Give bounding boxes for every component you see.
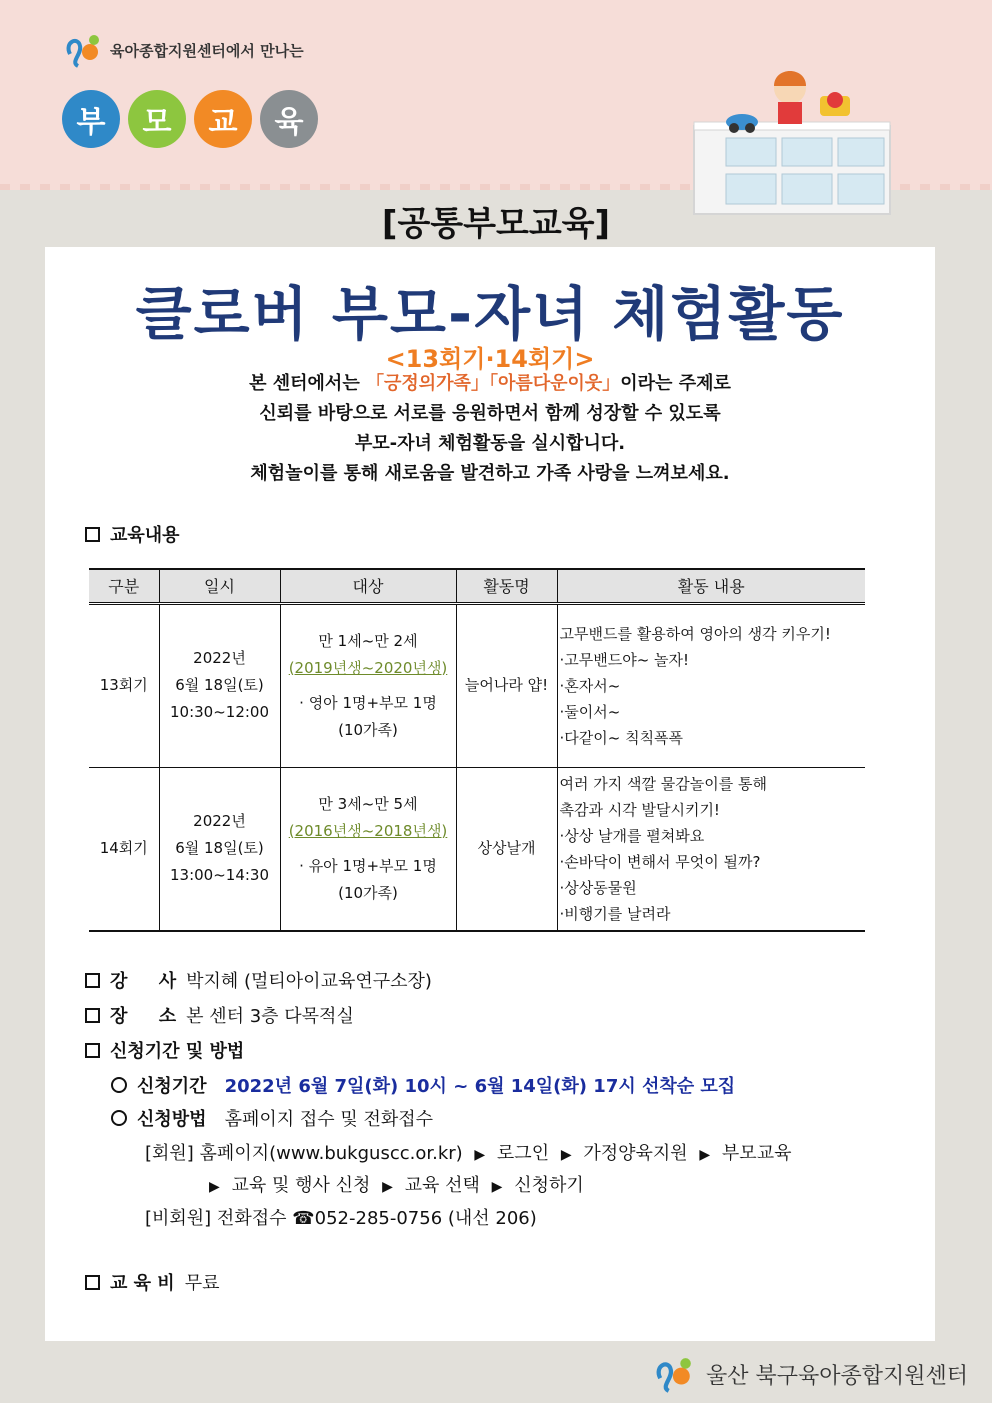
nonmember-prefix: [비회원] 전화접수 xyxy=(145,1208,287,1229)
method-value: 홈페이지 접수 및 전화접수 xyxy=(224,1109,433,1130)
period-value: 2022년 6월 7일(화) 10시 ~ 6월 14일(화) 17시 선착순 모집 xyxy=(224,1076,736,1097)
section-education-content xyxy=(85,521,180,547)
step-label: 로그인 xyxy=(496,1143,550,1164)
circle-bullet-icon xyxy=(111,1077,127,1093)
intro-line: 부모-자녀 체험활동을 실시합니다. xyxy=(354,433,626,454)
brand-tagline: 육아종합지원센터에서 만나는 xyxy=(110,41,304,60)
content-line: ·다같이~ 칙칙폭폭 xyxy=(559,728,684,747)
page-subtitle: <13회기·14회기> xyxy=(385,345,595,373)
target-families: (10가족) xyxy=(338,720,398,739)
step-label: 신청하기 xyxy=(514,1175,584,1196)
target-people: · 영아 1명+부모 1명 xyxy=(299,693,437,712)
content-cell xyxy=(557,767,865,931)
step-label: 교육 선택 xyxy=(404,1175,480,1196)
place-value: 본 센터 3층 다목적실 xyxy=(186,1006,354,1027)
apply-row xyxy=(85,1037,244,1063)
date-time: 10:30~12:00 xyxy=(169,703,270,721)
target-range: (2016년생~2018년생) xyxy=(288,821,448,840)
date-cell xyxy=(159,767,280,931)
arrow-right-icon: ▶ xyxy=(491,1179,503,1195)
method-row xyxy=(111,1105,433,1131)
fee-value: 무료 xyxy=(184,1273,220,1294)
title-circles xyxy=(62,90,318,148)
period-row xyxy=(111,1072,735,1098)
intro-line: 신뢰를 바탕으로 서로를 응원하면서 함께 성장할 수 있도록 xyxy=(259,403,721,424)
intro-line xyxy=(45,369,935,399)
member-steps-line2 xyxy=(203,1171,584,1197)
step-label: 교육 및 행사 신청 xyxy=(231,1175,371,1196)
checkbox-square-icon xyxy=(85,1008,100,1023)
nonmember-line xyxy=(145,1204,537,1230)
footer-org xyxy=(652,1355,968,1393)
brand-row xyxy=(64,32,304,68)
content-line: 고무밴드를 활용하여 영아의 생각 키우기! xyxy=(559,624,831,643)
period-label: 신청기간 xyxy=(137,1076,207,1097)
date-day: 6월 18일(토) xyxy=(175,839,264,858)
column-header: 대상 xyxy=(280,569,456,603)
logo-icon xyxy=(652,1355,698,1393)
content-line: ·혼자서~ xyxy=(559,676,621,695)
checkbox-square-icon xyxy=(85,1043,100,1058)
instructor-row xyxy=(85,967,432,993)
apply-label: 신청기간 및 방법 xyxy=(110,1041,245,1062)
session-cell: 13회기 xyxy=(89,603,159,767)
fee-label: 교 육 비 xyxy=(110,1273,175,1294)
footer-org-name: 울산 북구육아종합지원센터 xyxy=(706,1363,969,1389)
phone-number: 052-285-0756 (내선 206) xyxy=(314,1208,537,1229)
target-age: 만 1세~만 2세 xyxy=(318,631,418,650)
intro-highlight: 「긍정의가족」「아름다운이웃」 xyxy=(366,373,621,394)
activity-cell: 상상날개 xyxy=(456,767,557,931)
content-panel xyxy=(45,247,935,1341)
category-title: [공통부모교육] xyxy=(381,204,611,244)
step-label: 부모교육 xyxy=(721,1143,792,1164)
page-title: 클로버 부모-자녀 체험활동 xyxy=(135,280,845,348)
circle-char: 모 xyxy=(128,90,186,148)
content-line: 촉감과 시각 발달시키기! xyxy=(559,800,720,819)
member-prefix: [회원] 홈페이지(www.bukguscc.or.kr) xyxy=(145,1143,463,1164)
arrow-right-icon: ▶ xyxy=(560,1147,572,1163)
circle-char: 부 xyxy=(62,90,120,148)
circle-bullet-icon xyxy=(111,1110,127,1126)
target-range: (2019년생~2020년생) xyxy=(288,658,448,677)
arrow-right-icon: ▶ xyxy=(382,1179,393,1195)
circle-char: 육 xyxy=(260,90,318,148)
target-cell xyxy=(280,767,456,931)
checkbox-square-icon xyxy=(85,1275,100,1290)
content-line: ·상상동물원 xyxy=(559,878,637,897)
checkbox-square-icon xyxy=(85,527,100,542)
section-label: 교육내용 xyxy=(110,525,180,546)
fee-row xyxy=(85,1269,219,1295)
content-cell xyxy=(557,603,865,767)
column-header: 구분 xyxy=(89,569,159,603)
step-label: 가정양육지원 xyxy=(583,1143,688,1164)
intro-text-part: 이라는 주제로 xyxy=(620,373,731,394)
member-steps-line1 xyxy=(145,1139,791,1165)
table-header-row xyxy=(89,569,865,603)
date-year: 2022년 xyxy=(193,649,246,667)
method-label: 신청방법 xyxy=(137,1109,207,1130)
circle-char: 교 xyxy=(194,90,252,148)
session-cell: 14회기 xyxy=(89,767,159,931)
content-line: ·상상 날개를 펼쳐봐요 xyxy=(559,826,705,845)
checkbox-square-icon xyxy=(85,973,100,988)
phone-icon: ☎ xyxy=(292,1208,315,1229)
table-row xyxy=(89,603,865,767)
intro-text xyxy=(45,369,935,489)
date-time: 13:00~14:30 xyxy=(169,866,270,885)
instructor-label: 강 사 xyxy=(110,971,177,992)
column-header: 활동 내용 xyxy=(557,569,865,603)
arrow-right-icon: ▶ xyxy=(474,1147,486,1163)
table-row xyxy=(89,767,865,931)
target-people: · 유아 1명+부모 1명 xyxy=(299,856,437,875)
intro-line: 체험놀이를 통해 새로움을 발견하고 가족 사랑을 느껴보세요. xyxy=(250,463,730,484)
arrow-right-icon: ▶ xyxy=(209,1179,220,1195)
logo-icon xyxy=(64,32,104,68)
date-cell xyxy=(159,603,280,767)
date-day: 6월 18일(토) xyxy=(175,676,264,694)
column-header: 활동명 xyxy=(456,569,557,603)
instructor-value: 박지혜 (멀티아이교육연구소장) xyxy=(186,971,432,992)
intro-text-part: 본 센터에서는 xyxy=(249,373,360,394)
place-label: 장 소 xyxy=(110,1006,177,1027)
content-line: ·비행기를 날려라 xyxy=(559,904,671,923)
column-header: 일시 xyxy=(159,569,280,603)
date-year: 2022년 xyxy=(193,812,246,831)
place-row xyxy=(85,1002,354,1028)
target-cell xyxy=(280,603,456,767)
content-line: ·둘이서~ xyxy=(559,702,621,721)
content-line: ·손바닥이 변해서 무엇이 될까? xyxy=(559,852,761,871)
target-age: 만 3세~만 5세 xyxy=(318,794,418,813)
arrow-right-icon: ▶ xyxy=(699,1147,711,1163)
content-line: 여러 가지 색깔 물감놀이를 통해 xyxy=(559,774,767,793)
content-line: ·고무밴드야~ 놀자! xyxy=(559,650,690,669)
activity-cell: 늘어나라 얍! xyxy=(456,603,557,767)
schedule-table xyxy=(89,568,865,932)
target-families: (10가족) xyxy=(338,883,398,902)
